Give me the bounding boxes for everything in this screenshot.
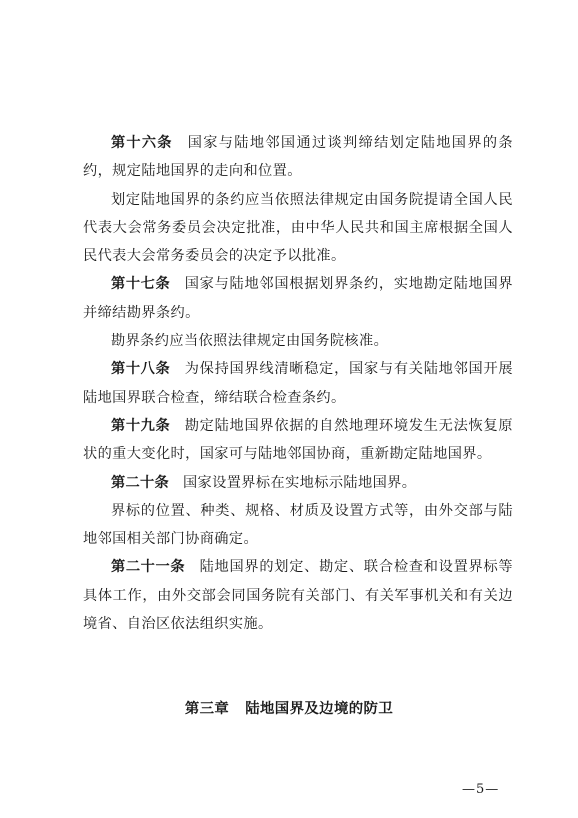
article-number: 第十八条 [111, 361, 171, 378]
article-20-clause-2 [83, 497, 513, 554]
law-text-body [83, 129, 513, 638]
chapter-heading [0, 697, 578, 718]
article-number: 第二十条 [111, 474, 169, 491]
article-text: 为保持国界线清晰稳定，国家与有关陆地邻国开展陆地国界联合检查，缔结联合检查条约。 [83, 361, 513, 406]
article-text: 勘定陆地国界依据的自然地理环境发生无法恢复原状的重大变化时，国家可与陆地邻国协商，重新勘定陆地国界。 [83, 417, 513, 463]
article-number: 第二十一条 [111, 559, 186, 576]
chapter-number: 第三章 [184, 701, 230, 717]
article-18-para [83, 355, 513, 412]
article-number: 第十九条 [111, 417, 171, 434]
article-text: 勘界条约应当依照法律规定由国务院核准。 [111, 333, 389, 350]
article-number: 第十六条 [111, 135, 173, 151]
article-20-para [83, 469, 513, 497]
article-text: 国家与陆地邻国根据划界条约，实地勘定陆地国界并缔结勘界条约。 [83, 276, 513, 321]
article-16-para [83, 129, 513, 186]
article-17-clause-2 [83, 327, 513, 355]
article-16-clause-2 [83, 186, 513, 271]
article-text: 划定陆地国界的条约应当依照法律规定由国务院提请全国人民代表大会常务委员会决定批准，由中华人民共和国主席根据全国人民代表大会常务委员会的决定予以批准。 [83, 191, 513, 265]
article-21-para [83, 553, 513, 638]
article-text: 国家与陆地邻国通过谈判缔结划定陆地国界的条约，规定陆地国界的走向和位置。 [83, 135, 513, 180]
article-text: 陆地国界的划定、勘定、联合检查和设置界标等具体工作，由外交部会同国务院有关部门、有关军事机关和有关边境省、自治区依法组织实施。 [83, 559, 513, 633]
article-19-para [83, 412, 513, 469]
article-number: 第十七条 [111, 276, 171, 293]
page-number: —5— [462, 782, 500, 797]
article-text: 界标的位置、种类、规格、材质及设置方式等，由外交部与陆地邻国相关部门协商确定。 [83, 502, 513, 548]
chapter-title: 陆地国界及边境的防卫 [245, 701, 394, 717]
article-17-para [83, 270, 513, 327]
article-text: 国家设置界标在实地标示陆地国界。 [182, 474, 417, 491]
